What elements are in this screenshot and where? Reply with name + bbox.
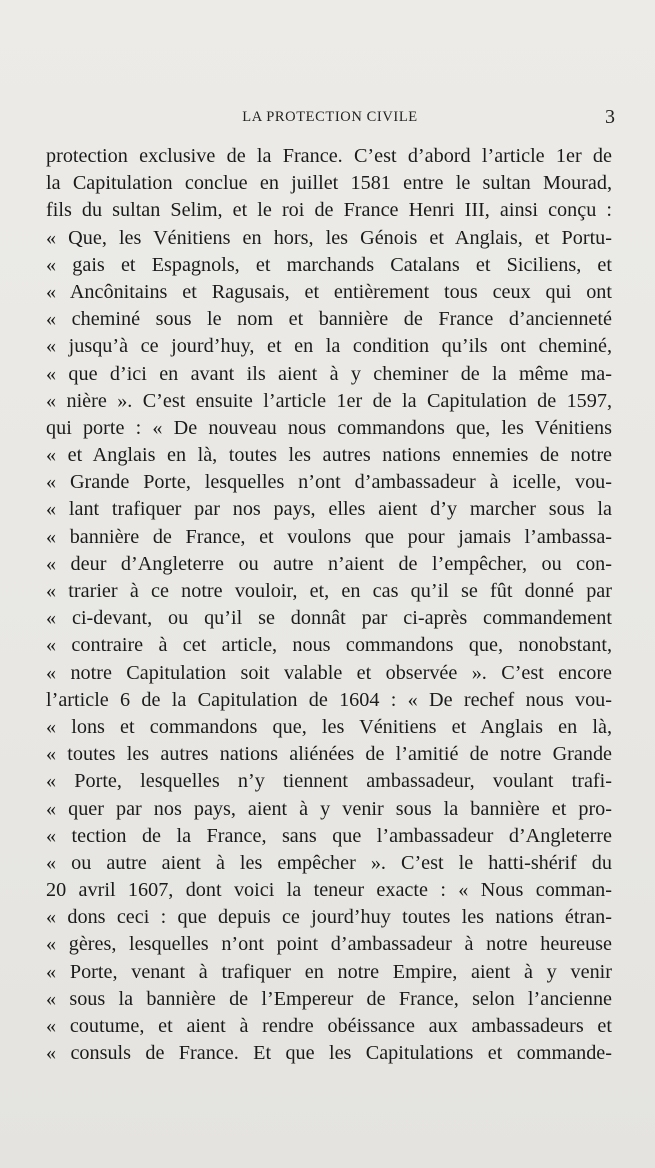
running-title: LA PROTECTION CIVILE (242, 109, 418, 125)
text-line: « quer par nos pays, aient à y venir sous la bannière et pro- (46, 797, 612, 820)
text-line: 20 avril 1607, dont voici la teneur exacte : « Nous comman- (46, 879, 612, 902)
text-line: la Capitulation conclue en juillet 1581 entre le sultan Mourad, (46, 172, 612, 195)
text-line: « tection de la France, sans que l’ambassadeur d’Angleterre (46, 824, 612, 847)
text-line: « lant trafiquer par nos pays, elles aient d’y marcher sous la (46, 498, 612, 521)
page-number: 3 (605, 106, 615, 128)
text-line: « notre Capitulation soit valable et observée ». C’est encore (46, 661, 612, 684)
text-line: fils du sultan Selim, et le roi de France Henri III, ainsi conçu : (46, 199, 612, 222)
text-line: « nière ». C’est ensuite l’article 1er de la Capitulation de 1597, (46, 389, 612, 412)
text-line: « ou autre aient à les empêcher ». C’est le hatti-shérif du (46, 851, 612, 874)
text-line: « Porte, venant à trafiquer en notre Empire, aient à y venir (46, 960, 612, 983)
text-line: « toutes les autres nations aliénées de l’amitié de notre Grande (46, 743, 612, 766)
text-line: « Ancônitains et Ragusais, et entièrement tous ceux qui ont (46, 280, 612, 303)
text-line: « bannière de France, et voulons que pour jamais l’ambassa- (46, 525, 612, 548)
text-line: « jusqu’à ce jourd’huy, et en la condition qu’ils ont cheminé, (46, 335, 612, 358)
text-line: « gères, lesquelles n’ont point d’ambassadeur à notre heureuse (46, 933, 612, 956)
body-text (46, 143, 612, 1067)
text-line: l’article 6 de la Capitulation de 1604 : « De rechef nous vou- (46, 688, 612, 711)
text-line: « et Anglais en là, toutes les autres nations ennemies de notre (46, 444, 612, 467)
text-line: « que d’ici en avant ils aient à y cheminer de la même ma- (46, 362, 612, 385)
text-line: protection exclusive de la France. C’est d’abord l’article 1er de (46, 145, 612, 167)
text-line: « sous la bannière de l’Empereur de France, selon l’ancienne (46, 987, 612, 1010)
text-line: « trarier à ce notre vouloir, et, en cas qu’il se fût donné par (46, 580, 612, 602)
text-line: qui porte : « De nouveau nous commandons que, les Vénitiens (46, 416, 612, 439)
text-line: « gais et Espagnols, et marchands Catalans et Siciliens, et (46, 253, 612, 276)
text-line: « coutume, et aient à rendre obéissance aux ambassadeurs et (46, 1015, 612, 1037)
text-line: « deur d’Angleterre ou autre n’aient de l’empêcher, ou con- (46, 552, 612, 575)
text-line: « Porte, lesquelles n’y tiennent ambassadeur, voulant trafi- (46, 770, 612, 793)
text-line: « Grande Porte, lesquelles n’ont d’ambassadeur à icelle, vou- (46, 471, 612, 494)
running-header (45, 105, 615, 129)
text-line: « Que, les Vénitiens en hors, les Génois et Anglais, et Portu- (46, 226, 612, 249)
text-line: « consuls de France. Et que les Capitulations et commande- (46, 1042, 612, 1065)
text-line: « ci-devant, ou qu’il se donnât par ci-après commandement (46, 607, 612, 630)
text-line: « contraire à cet article, nous commandons que, nonobstant, (46, 634, 612, 657)
text-line: « lons et commandons que, les Vénitiens et Anglais en là, (46, 715, 612, 738)
text-line: « dons ceci : que depuis ce jourd’huy toutes les nations étran- (46, 906, 612, 929)
text-line: « cheminé sous le nom et bannière de France d’ancienneté (46, 308, 612, 331)
